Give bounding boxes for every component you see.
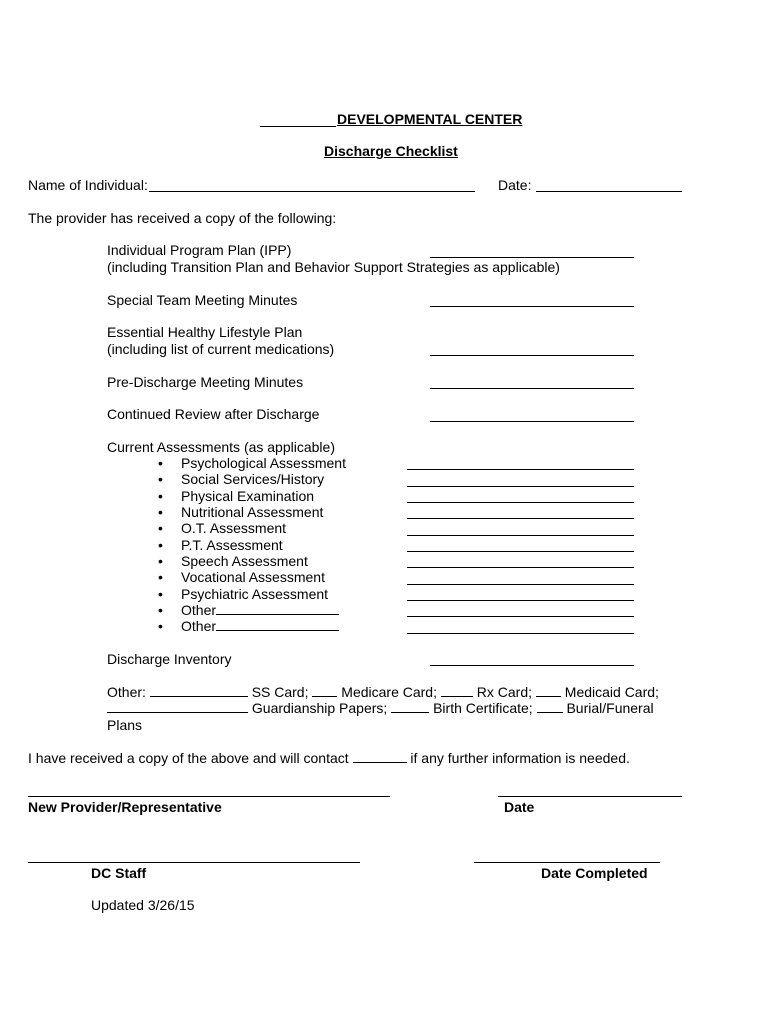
- ehlp-item-blank[interactable]: [430, 355, 634, 356]
- ipp-item-note: (including Transition Plan and Behavior Support Strategies as applicable): [107, 259, 560, 275]
- new-provider-signature-line[interactable]: [28, 796, 390, 797]
- assessment-item-blank[interactable]: [407, 551, 634, 552]
- medicaid-card-label: Medicaid Card;: [564, 684, 659, 700]
- updated-date: Updated 3/26/15: [91, 897, 195, 913]
- acknowledgement-text: [28, 750, 630, 766]
- medicaid-card-blank[interactable]: [536, 684, 561, 697]
- assessment-item-blank[interactable]: [407, 600, 634, 601]
- bullet-icon: •: [158, 504, 163, 520]
- other-documents-line-1: [107, 684, 659, 700]
- assessment-other-label: [181, 618, 339, 634]
- bullet-icon: •: [158, 537, 163, 553]
- date-completed-label: Date Completed: [541, 865, 648, 881]
- ipp-item-label: Individual Program Plan (IPP): [107, 242, 292, 258]
- assessment-other-specify[interactable]: [216, 618, 339, 631]
- page-subtitle: Discharge Checklist: [324, 143, 458, 159]
- other-label: Other:: [107, 684, 146, 700]
- ss-card-label: SS Card;: [251, 684, 309, 700]
- rx-card-blank[interactable]: [441, 684, 473, 697]
- ipp-item-blank[interactable]: [430, 257, 634, 258]
- bullet-icon: •: [158, 471, 163, 487]
- rx-card-label: Rx Card;: [476, 684, 532, 700]
- assessment-other-text: Other: [181, 602, 217, 618]
- center-name-blank[interactable]: [260, 126, 336, 127]
- assessment-item-label: Speech Assessment: [181, 553, 308, 569]
- dc-staff-label: DC Staff: [91, 865, 147, 881]
- bullet-icon: •: [158, 602, 163, 618]
- new-provider-date-label: Date: [504, 799, 535, 815]
- acknowledgement-part2: if any further information is needed.: [410, 750, 630, 766]
- assessment-item-blank[interactable]: [407, 486, 634, 487]
- bullet-icon: •: [158, 553, 163, 569]
- assessment-other-text: Other: [181, 618, 217, 634]
- pre-discharge-item-label: Pre-Discharge Meeting Minutes: [107, 374, 304, 390]
- assessment-item-blank[interactable]: [407, 535, 634, 536]
- bullet-icon: •: [158, 586, 163, 602]
- assessment-item-label: Nutritional Assessment: [181, 504, 324, 520]
- special-team-item-label: Special Team Meeting Minutes: [107, 292, 298, 308]
- birth-certificate-label: Birth Certificate;: [433, 700, 533, 716]
- date-field[interactable]: [536, 191, 682, 192]
- name-of-individual-field[interactable]: [149, 191, 475, 192]
- date-label: Date:: [498, 177, 532, 193]
- burial-funeral-blank[interactable]: [537, 700, 563, 713]
- continued-review-item-blank[interactable]: [430, 421, 634, 422]
- assessment-other-label: [181, 602, 339, 618]
- special-team-item-blank[interactable]: [430, 306, 634, 307]
- assessment-item-label: Psychological Assessment: [181, 455, 346, 471]
- assessment-item-label: Social Services/History: [181, 471, 325, 487]
- assessment-other-specify[interactable]: [216, 602, 339, 615]
- bullet-icon: •: [158, 455, 163, 471]
- intro-text: The provider has received a copy of the following:: [28, 210, 337, 226]
- ehlp-item-label: Essential Healthy Lifestyle Plan: [107, 324, 303, 340]
- guardianship-blank[interactable]: [107, 700, 248, 713]
- plans-label: Plans: [107, 717, 143, 733]
- pre-discharge-item-blank[interactable]: [430, 388, 634, 389]
- contact-blank[interactable]: [353, 750, 407, 763]
- new-provider-label: New Provider/Representative: [28, 799, 222, 815]
- continued-review-item-label: Continued Review after Discharge: [107, 406, 320, 422]
- assessment-item-blank[interactable]: [407, 616, 634, 617]
- assessment-item-blank[interactable]: [407, 518, 634, 519]
- other-documents-line-2: [107, 700, 654, 716]
- other-blank[interactable]: [150, 684, 248, 697]
- bullet-icon: •: [158, 569, 163, 585]
- burial-funeral-label: Burial/Funeral: [566, 700, 654, 716]
- bullet-icon: •: [158, 488, 163, 504]
- date-completed-line[interactable]: [474, 862, 660, 863]
- assessment-item-label: O.T. Assessment: [181, 520, 287, 536]
- assessment-item-blank[interactable]: [407, 584, 634, 585]
- birth-certificate-blank[interactable]: [391, 700, 429, 713]
- assessment-item-blank[interactable]: [407, 633, 634, 634]
- assessment-item-label: Physical Examination: [181, 488, 315, 504]
- assessment-item-blank[interactable]: [407, 502, 634, 503]
- ehlp-item-note: (including list of current medications): [107, 341, 335, 357]
- discharge-inventory-label: Discharge Inventory: [107, 651, 232, 667]
- dc-staff-signature-line[interactable]: [28, 862, 360, 863]
- assessment-item-label: P.T. Assessment: [181, 537, 283, 553]
- bullet-icon: •: [158, 618, 163, 634]
- assessments-heading: Current Assessments (as applicable): [107, 439, 335, 455]
- discharge-inventory-blank[interactable]: [430, 665, 634, 666]
- assessment-item-blank[interactable]: [407, 469, 634, 470]
- assessment-item-label: Vocational Assessment: [181, 569, 325, 585]
- new-provider-date-line[interactable]: [498, 796, 682, 797]
- assessment-item-blank[interactable]: [407, 567, 634, 568]
- guardianship-label: Guardianship Papers;: [251, 700, 388, 716]
- assessment-item-label: Psychiatric Assessment: [181, 586, 329, 602]
- name-of-individual-label: Name of Individual:: [28, 177, 148, 193]
- center-name-title: DEVELOPMENTAL CENTER: [337, 111, 523, 127]
- bullet-icon: •: [158, 520, 163, 536]
- medicare-card-blank[interactable]: [312, 684, 337, 697]
- acknowledgement-part1: I have received a copy of the above and will contact: [28, 750, 349, 766]
- medicare-card-label: Medicare Card;: [341, 684, 437, 700]
